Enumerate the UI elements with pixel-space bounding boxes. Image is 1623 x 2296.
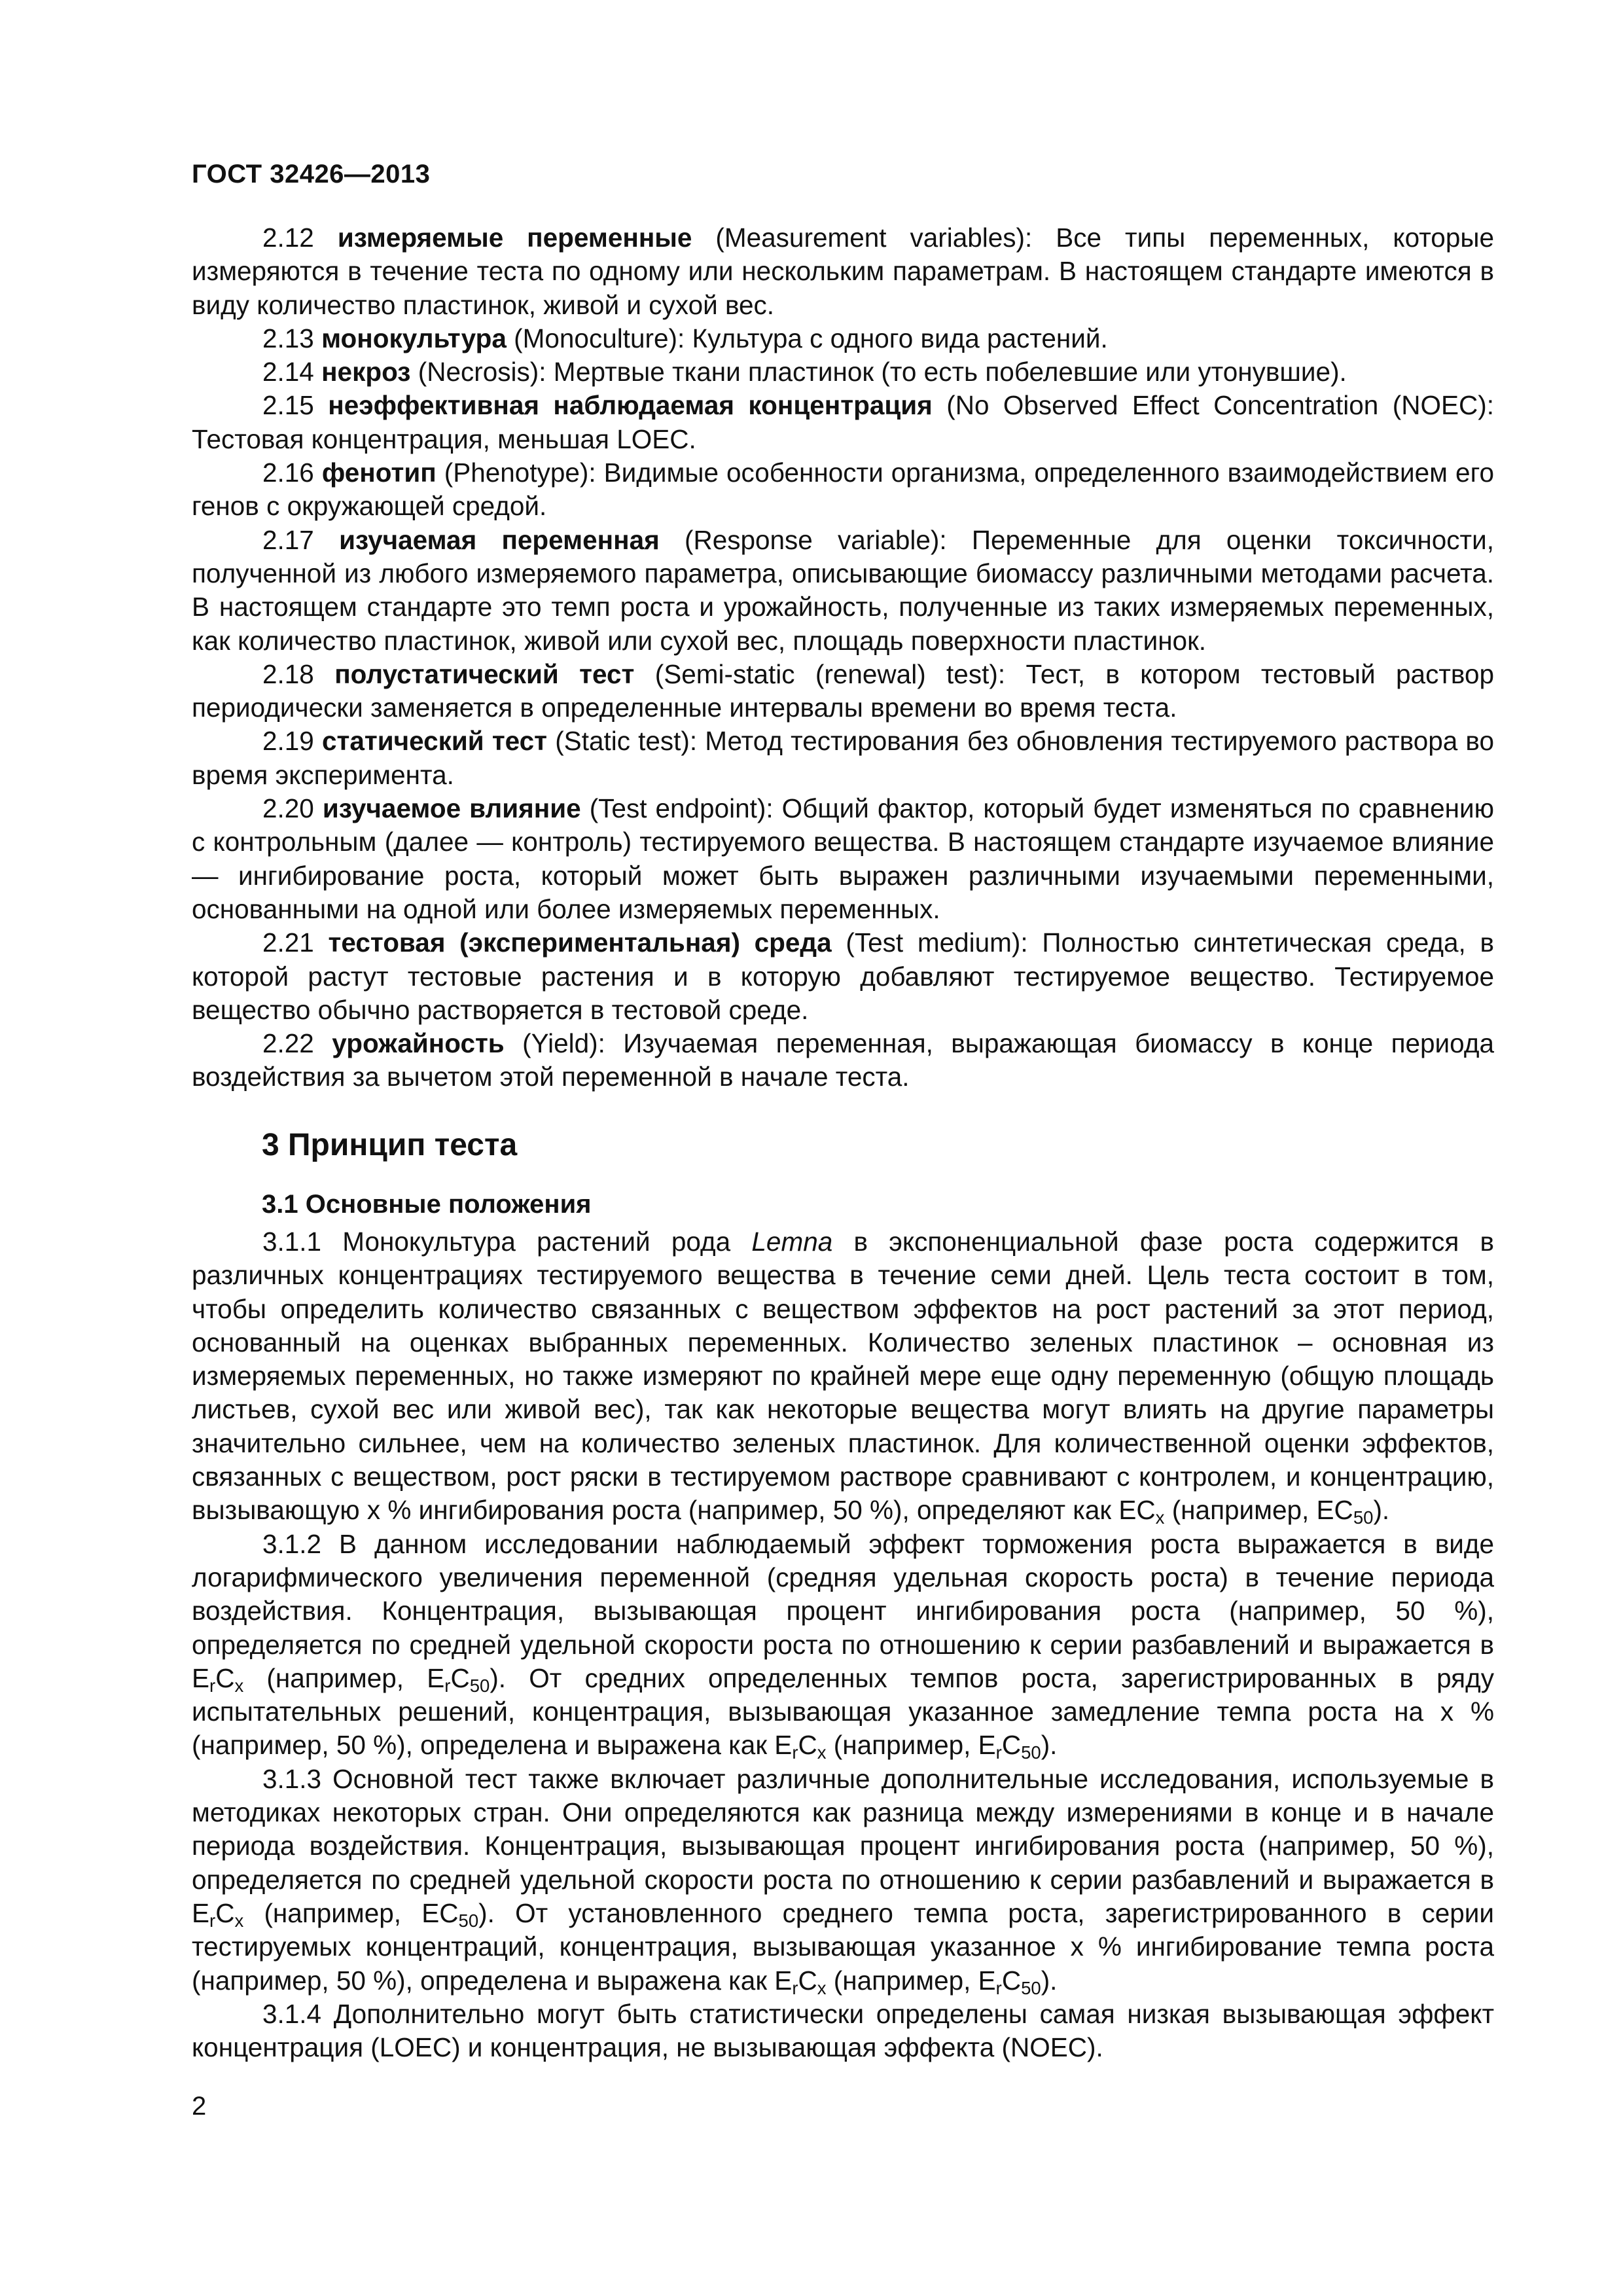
definition-term: полустатический тест [334,658,635,689]
definition-term: статический тест [321,726,548,757]
definition-2-13 [192,322,1494,355]
definition-number: 2.15 [262,390,314,421]
definition-english: (Semi-static (renewal) test): [654,658,1006,689]
definition-text: Полностью синтетическая среда, в которой растут тестовые растения и в которую добавляют тестируемое вещество. Тестируемое вещество обычно растворяется в тестовой среде. [192,927,1494,1025]
definition-text: Изучаемая переменная, выражающая биомассу в конце периода воздействия за вычетом этой переменной в начале теста. [192,1028,1494,1092]
definitions-block [192,221,1494,1094]
page-number: 2 [192,2092,207,2121]
definition-number: 2.18 [262,658,314,689]
genus-name: Lemna [751,1227,833,1257]
definition-text: Тест, в котором тестовый раствор периодически заменяется в определенные интервалы времени во время теста. [192,658,1494,723]
definition-text: Переменные для оценки токсичности, полученной из любого измеряемого параметра, описывающие биомассу различными методами расчета. В настоящем стандарте это темп роста и урожайность, полученные из таких измеряемых переменных, как количество пластинок, живой или сухой вес, площадь поверхности пластинок. [192,524,1494,656]
definition-number: 2.12 [262,223,314,253]
definition-2-21 [192,926,1494,1027]
definition-number: 2.21 [262,927,314,958]
paragraph-3-1-3: 3.1.3 Основной тест также включает различные дополнительные исследования, используемые в методиках некоторых стран. Они определяются как разница между измерениями в конце и в начале периода воздействия. Концентрация, вызывающая процент ингибирования роста (например, 50 %), определяется по средней удельной скорости роста по отношению к серии разбавлений и выражается в $E_rC_x$ (например, $EC_{50}$). От установленного среднего темпа роста, зарегистрированного в серии тестируемых концентраций, концентрация, вызывающая указанное x % ингибирование темпа роста (например, 50 %), определена и выражена как $E_rC_x$ (например, $E_rC_{50}$). [192,1763,1494,1998]
definition-text: Все типы переменных, которые измеряются в течение теста по одному или нескольким параметрам. В настоящем стандарте имеются в виду количество пластинок, живой и сухой вес. [192,223,1494,320]
definition-term: изучаемая переменная [339,524,660,555]
definition-number: 2.17 [262,524,314,555]
definition-number: 2.16 [262,457,314,488]
definition-2-18 [192,658,1494,725]
paragraph-3-1-4: 3.1.4 Дополнительно могут быть статистически определены самая низкая вызывающая эффект концентрация (LOEC) и концентрация, не вызывающая эффекта (NOEC). [192,1998,1494,2063]
paragraph-3-1-2: 3.1.2 В данном исследовании наблюдаемый эффект торможения роста выражается в виде логарифмического увеличения переменной (средняя удельная скорость роста) в течение периода воздействия. Концентрация, вызывающая процент ингибирования роста (например, 50 %), определяется по средней удельной скорости роста по отношению к серии разбавлений и выражается в $E_rC_x$ (например, $E_rC_{50}$). От средних определенных темпов роста, зарегистрированных в ряду испытательных решений, концентрация, вызывающая указанное замедление темпа роста на x % (например, 50 %), определена и выражена как $E_rC_x$ (например, $E_rC_{50}$). [192,1528,1494,1763]
definition-term: фенотип [321,457,437,488]
definition-number: 2.14 [262,357,314,387]
definition-text: Видимые особенности организма, определенного взаимодействием его генов с окружающей средой. [192,457,1494,522]
paragraph-3-1-1: 3.1.1 Монокультура растений рода Lemna в экспоненциальной фазе роста содержится в различных концентрациях тестируемого вещества в течение семи дней. Цель теста состоит в том, чтобы определить количество связанных с веществом эффектов на рост растений за этот период, основанный на оценках выбранных переменных. Количество зеленых пластинок – основная из измеряемых переменных, но также измеряют по крайней мере еще одну переменную (общую площадь листьев, сухой вес или живой вес), так как некоторые вещества могут влиять на другие параметры значительно сильнее, чем на количество зеленых пластинок. Для количественной оценки эффектов, связанных с веществом, рост ряски в тестируемом растворе сравнивают с контролем, и концентрацию, вызывающую x % ингибирования роста (например, 50 %), определяют как $EC_x$ (например, $EC_{50}$). [192,1227,1494,1528]
definition-term: изучаемое влияние [322,793,581,824]
definition-text: Тестовая концентрация, меньшая LOEC. [192,423,696,454]
definition-term: неэффективная наблюдаемая концентрация [328,390,933,421]
subsection-heading: 3.1 Основные положения [262,1190,592,1219]
definition-2-22 [192,1027,1494,1094]
definition-text: Культура с одного вида растений. [692,323,1108,353]
definition-text: Метод тестирования без обновления тестируемого раствора во время эксперимента. [192,726,1494,790]
section-heading: 3 Принцип теста [262,1128,518,1162]
definition-term: измеряемые переменные [337,223,692,253]
definition-2-16 [192,456,1494,524]
definition-english: (Static test): [555,726,698,757]
definition-2-20 [192,792,1494,926]
definition-2-19 [192,725,1494,792]
definition-english: (No Observed Effect Concentration (NOEC): [946,390,1494,421]
definition-2-12 [192,221,1494,322]
definition-2-17 [192,524,1494,658]
definition-term: монокультура [321,323,507,353]
definition-number: 2.22 [262,1028,314,1059]
definition-english: (Yield): [522,1028,605,1059]
definition-english: (Monoculture): [514,323,685,353]
definition-english: (Necrosis): [418,357,546,387]
definition-term: тестовая (экспериментальная) среда [328,927,832,958]
definition-number: 2.13 [262,323,314,353]
definition-number: 2.20 [262,793,314,824]
definition-text: Мертвые ткани пластинок (то есть побелевшие или утонувшие). [553,357,1347,387]
section-body [192,1225,1494,2064]
standard-designation: ГОСТ 32426—2013 [192,160,431,188]
definition-2-15 [192,389,1494,456]
definition-term: некроз [321,357,411,387]
definition-english: (Test endpoint): [589,793,774,824]
definition-english: (Measurement variables): [715,223,1033,253]
definition-2-14 [192,355,1494,389]
definition-term: урожайность [332,1028,505,1059]
definition-english: (Response variable): [684,524,947,555]
definition-text: Общий фактор, который будет изменяться по сравнению с контрольным (далее — контроль) тестируемого вещества. В настоящем стандарте изучаемое влияние — ингибирование роста, который может быть выражен различными изучаемыми переменными, основанными на одной или более измеряемых переменных. [192,793,1494,924]
definition-english: (Phenotype): [444,457,596,488]
definition-english: (Test medium): [846,927,1028,958]
definition-number: 2.19 [262,726,314,757]
